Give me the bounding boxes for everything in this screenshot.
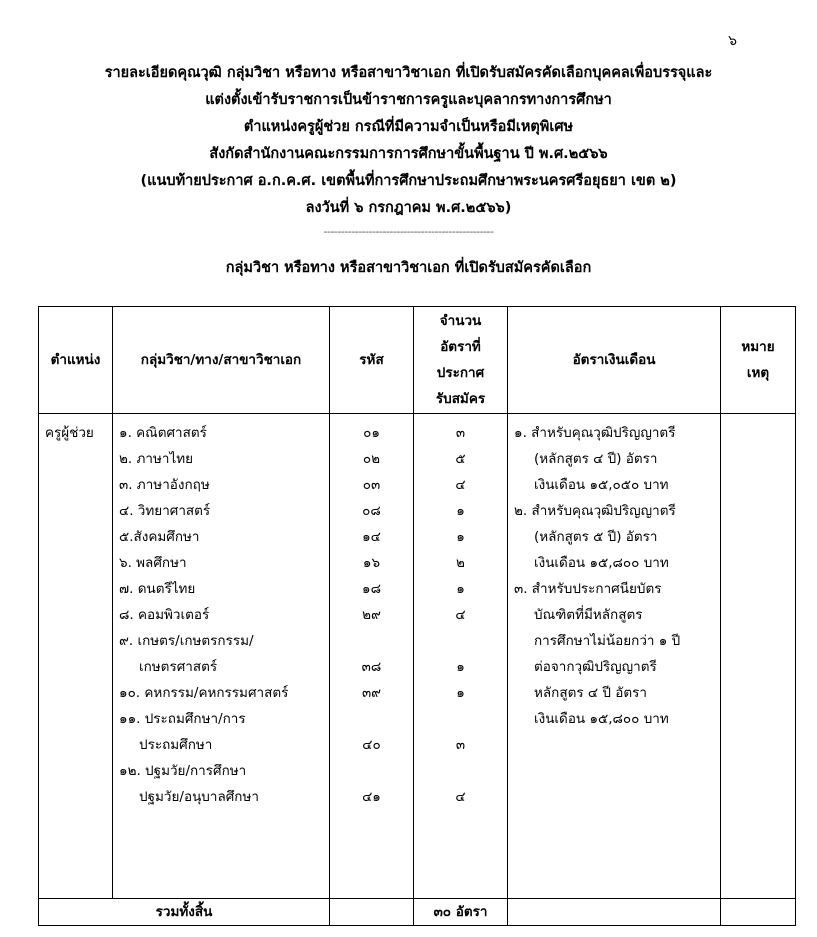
salary-line: การศึกษาไม่น้อยกว่า ๑ ปี — [534, 633, 681, 649]
code-item: ๐๑ — [363, 425, 380, 441]
quota-item: ๑ — [456, 581, 465, 597]
salary-line: เงินเดือน ๑๕,๐๕๐ บาท — [534, 477, 669, 493]
quota-item: ๑ — [456, 503, 465, 519]
salary-line: ๓. สำหรับประกาศนียบัตร — [514, 581, 662, 597]
code-item: ๑๖ — [362, 555, 381, 571]
header-line: สังกัดสำนักงานคณะกรรมการการศึกษาขั้นพื้นฐาน ปี พ.ศ.๒๕๖๖ — [209, 146, 608, 162]
header-remark: หมาย เหตุ — [721, 307, 796, 414]
total-label: รวมทั้งสิ้น — [39, 899, 330, 926]
table-footer-row — [39, 899, 796, 926]
code-item — [336, 706, 407, 732]
header-line: รายละเอียดคุณวุฒิ กลุ่มวิชา หรือทาง หรือสาขาวิชาเอก ที่เปิดรับสมัครคัดเลือกบุคคลเพื่อบรรจุและ — [104, 65, 713, 81]
subject-cell — [113, 414, 330, 899]
header-code: รหัส — [330, 307, 414, 414]
quota-item: ๔ — [455, 789, 466, 805]
quota-item — [420, 628, 501, 654]
header-line: (แนบท้ายประกาศ อ.ก.ค.ศ. เขตพื้นที่การศึกษาประถมศึกษาพระนครศรีอยุธยา เขต ๒) — [140, 173, 677, 189]
table-header-row — [39, 307, 796, 414]
salary-cell — [508, 414, 721, 899]
salary-line: เงินเดือน ๑๕,๘๐๐ บาท — [534, 711, 669, 727]
subject-item: ๙. เกษตร/เกษตรกรรม/ — [119, 633, 254, 649]
code-item — [336, 758, 407, 784]
quota-item: ๓ — [455, 737, 466, 753]
code-item: ๒๙ — [362, 607, 381, 623]
document-header — [0, 60, 817, 242]
code-item: ๑๔ — [362, 529, 381, 545]
subject-item: ๑๒. ปฐมวัย/การศึกษา — [119, 763, 247, 779]
salary-line: ๑. สำหรับคุณวุฒิปริญญาตรี — [514, 425, 676, 441]
quota-item: ๔ — [455, 607, 466, 623]
header-line: ตำแหน่งครูผู้ช่วย กรณีที่มีความจำเป็นหรือมีเหตุพิเศษ — [243, 119, 574, 135]
code-item: ๐๒ — [362, 451, 381, 467]
salary-line: (หลักสูตร ๕ ปี) อัตรา — [534, 529, 658, 545]
subject-item: ๑. คณิตศาสตร์ — [119, 425, 207, 441]
header-line: แต่งตั้งเข้ารับราชการเป็นข้าราชการครูและบุคลากรทางการศึกษา — [205, 92, 612, 108]
code-cell — [330, 414, 414, 899]
quota-item: ๑ — [456, 685, 465, 701]
quota-item — [420, 758, 501, 784]
quota-item: ๓ — [455, 425, 466, 441]
subject-item: ๔. วิทยาศาสตร์ — [119, 503, 211, 519]
subject-item: ประถมศึกษา — [139, 737, 213, 753]
subject-item: ๒. ภาษาไทย — [119, 451, 194, 467]
subject-item: ๕.สังคมศึกษา — [119, 529, 200, 545]
header-position: ตำแหน่ง — [39, 307, 113, 414]
code-item: ๐๘ — [362, 503, 381, 519]
subject-item: ปฐมวัย/อนุบาลศึกษา — [139, 789, 259, 805]
salary-line: หลักสูตร ๔ ปี อัตรา — [534, 685, 647, 701]
page-number: ๖ — [728, 33, 737, 49]
subject-item: ๖. พลศึกษา — [119, 555, 187, 571]
code-item: ๓๙ — [361, 685, 382, 701]
code-item: ๓๘ — [361, 659, 382, 675]
subject-item: ๓. ภาษาอังกฤษ — [119, 477, 210, 493]
code-item: ๔๑ — [362, 789, 381, 805]
vacancy-table — [38, 306, 796, 926]
table-body-row — [39, 414, 796, 899]
code-item — [336, 628, 407, 654]
quota-item: ๕ — [455, 451, 466, 467]
quota-item: ๑ — [456, 529, 465, 545]
quota-cell — [414, 414, 508, 899]
total-value: ๓๐ อัตรา — [414, 899, 508, 926]
total-remark-empty — [721, 899, 796, 926]
total-salary-empty — [508, 899, 721, 926]
subject-item: ๑๑. ประถมศึกษา/การ — [119, 711, 246, 727]
subject-item: ๑๐. คหกรรม/คหกรรมศาสตร์ — [119, 685, 289, 701]
quota-item — [420, 706, 501, 732]
position-cell — [39, 414, 113, 899]
header-subject: กลุ่มวิชา/ทาง/สาขาวิชาเอก — [113, 307, 330, 414]
code-item: ๔๐ — [362, 737, 381, 753]
quota-item: ๑ — [456, 659, 465, 675]
header-salary: อัตราเงินเดือน — [508, 307, 721, 414]
remark-cell — [721, 414, 796, 899]
subject-item: เกษตรศาสตร์ — [139, 659, 218, 675]
salary-line: ต่อจากวุฒิปริญญาตรี — [534, 659, 657, 675]
salary-line: ๒. สำหรับคุณวุฒิปริญญาตรี — [514, 503, 676, 519]
table-subtitle: กลุ่มวิชา หรือทาง หรือสาขาวิชาเอก ที่เปิดรับสมัครคัดเลือก — [225, 260, 592, 276]
subject-item: ๗. ดนตรีไทย — [119, 581, 196, 597]
salary-line: เงินเดือน ๑๕,๘๐๐ บาท — [534, 555, 669, 571]
header-divider: ------------------------------------------------- — [323, 225, 494, 238]
total-code-empty — [330, 899, 414, 926]
header-line: ลงวันที่ ๖ กรกฎาคม พ.ศ.๒๕๖๖) — [305, 200, 512, 216]
header-quota: จำนวน อัตราที่ ประกาศ รับสมัคร — [414, 307, 508, 414]
subject-item: ๘. คอมพิวเตอร์ — [119, 607, 210, 623]
quota-item: ๒ — [456, 555, 465, 571]
salary-line: บัณฑิตที่มีหลักสูตร — [534, 607, 643, 623]
quota-item: ๔ — [455, 477, 466, 493]
code-item: ๐๓ — [362, 477, 381, 493]
salary-line: (หลักสูตร ๔ ปี) อัตรา — [534, 451, 658, 467]
code-item: ๑๘ — [362, 581, 381, 597]
position-value: ครูผู้ช่วย — [45, 425, 94, 441]
